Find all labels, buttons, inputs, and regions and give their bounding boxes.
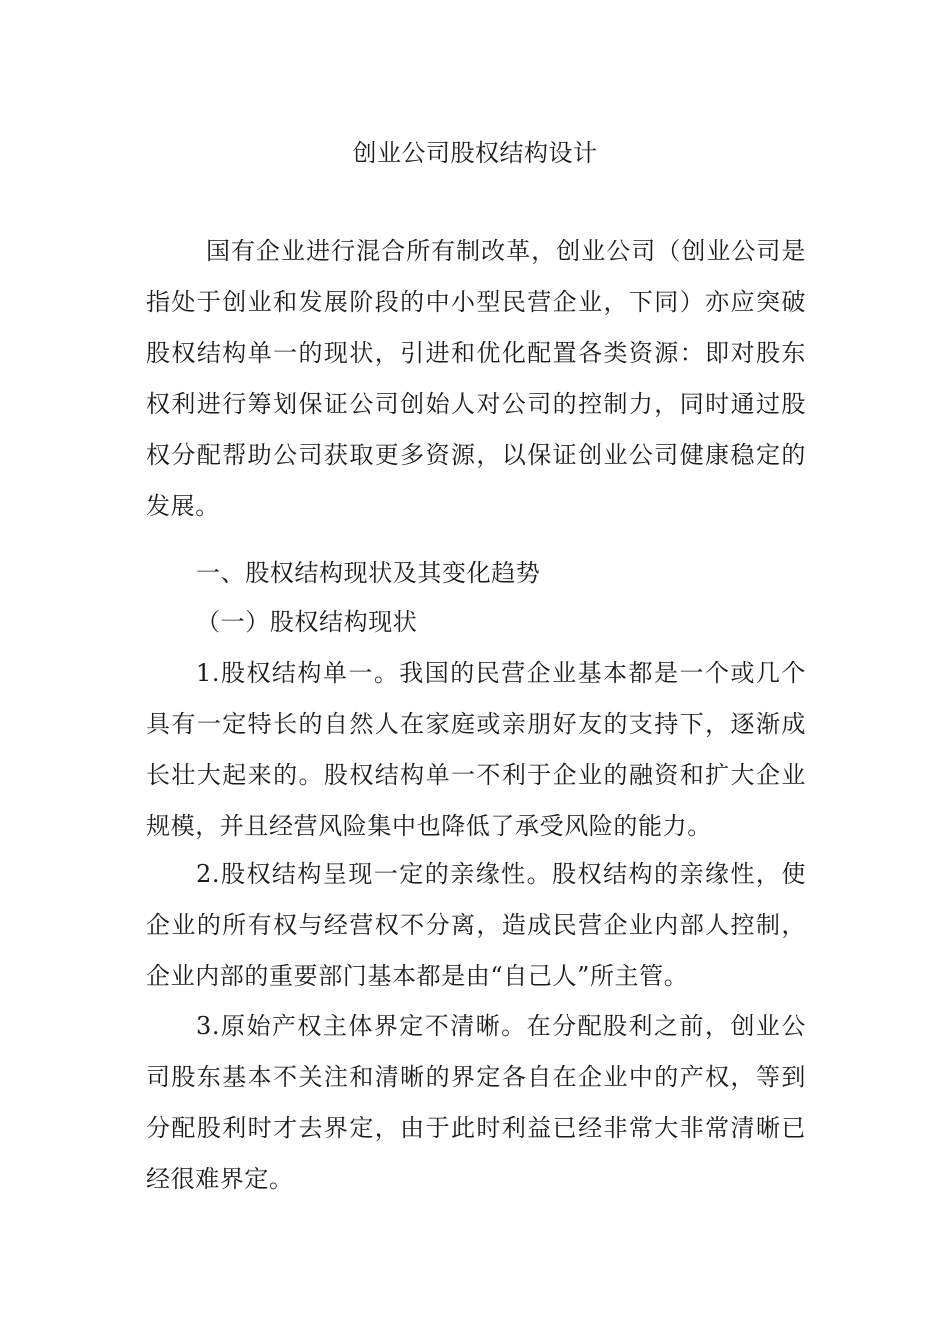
- intro-paragraph: 国有企业进行混合所有制改革，创业公司（创业公司是指处于创业和发展阶段的中小型民营企业，下同）亦应突破股权结构单一的现状，引进和优化配置各类资源：即对股东权利进行筹划保证公司创始人对公司的控制力，同时通过股权分配帮助公司获取更多资源，以保证创业公司健康稳定的发展。: [146, 237, 806, 520]
- subsection-heading: （一）股权结构现状: [196, 608, 418, 636]
- body-paragraph-3: 3.原始产权主体界定不清晰。在分配股利之前，创业公司股东基本不关注和清晰的界定各自在企业中的产权，等到分配股利时才去界定，由于此时利益已经非常大非常清晰已经很难界定。: [146, 1012, 806, 1193]
- document-title: 创业公司股权结构设计: [352, 139, 598, 167]
- section-heading: 一、股权结构现状及其变化趋势: [196, 559, 541, 587]
- body-paragraph-1: 1.股权结构单一。我国的民营企业基本都是一个或几个具有一定特长的自然人在家庭或亲朋好友的支持下，逐渐成长壮大起来的。股权结构单一不利于企业的融资和扩大企业规模，并且经营风险集中也降低了承受风险的能力。: [146, 659, 806, 840]
- body-paragraph-2: 2.股权结构呈现一定的亲缘性。股权结构的亲缘性，使企业的所有权与经营权不分离，造成民营企业内部人控制，企业内部的重要部门基本都是由“自己人”所主管。: [146, 860, 806, 990]
